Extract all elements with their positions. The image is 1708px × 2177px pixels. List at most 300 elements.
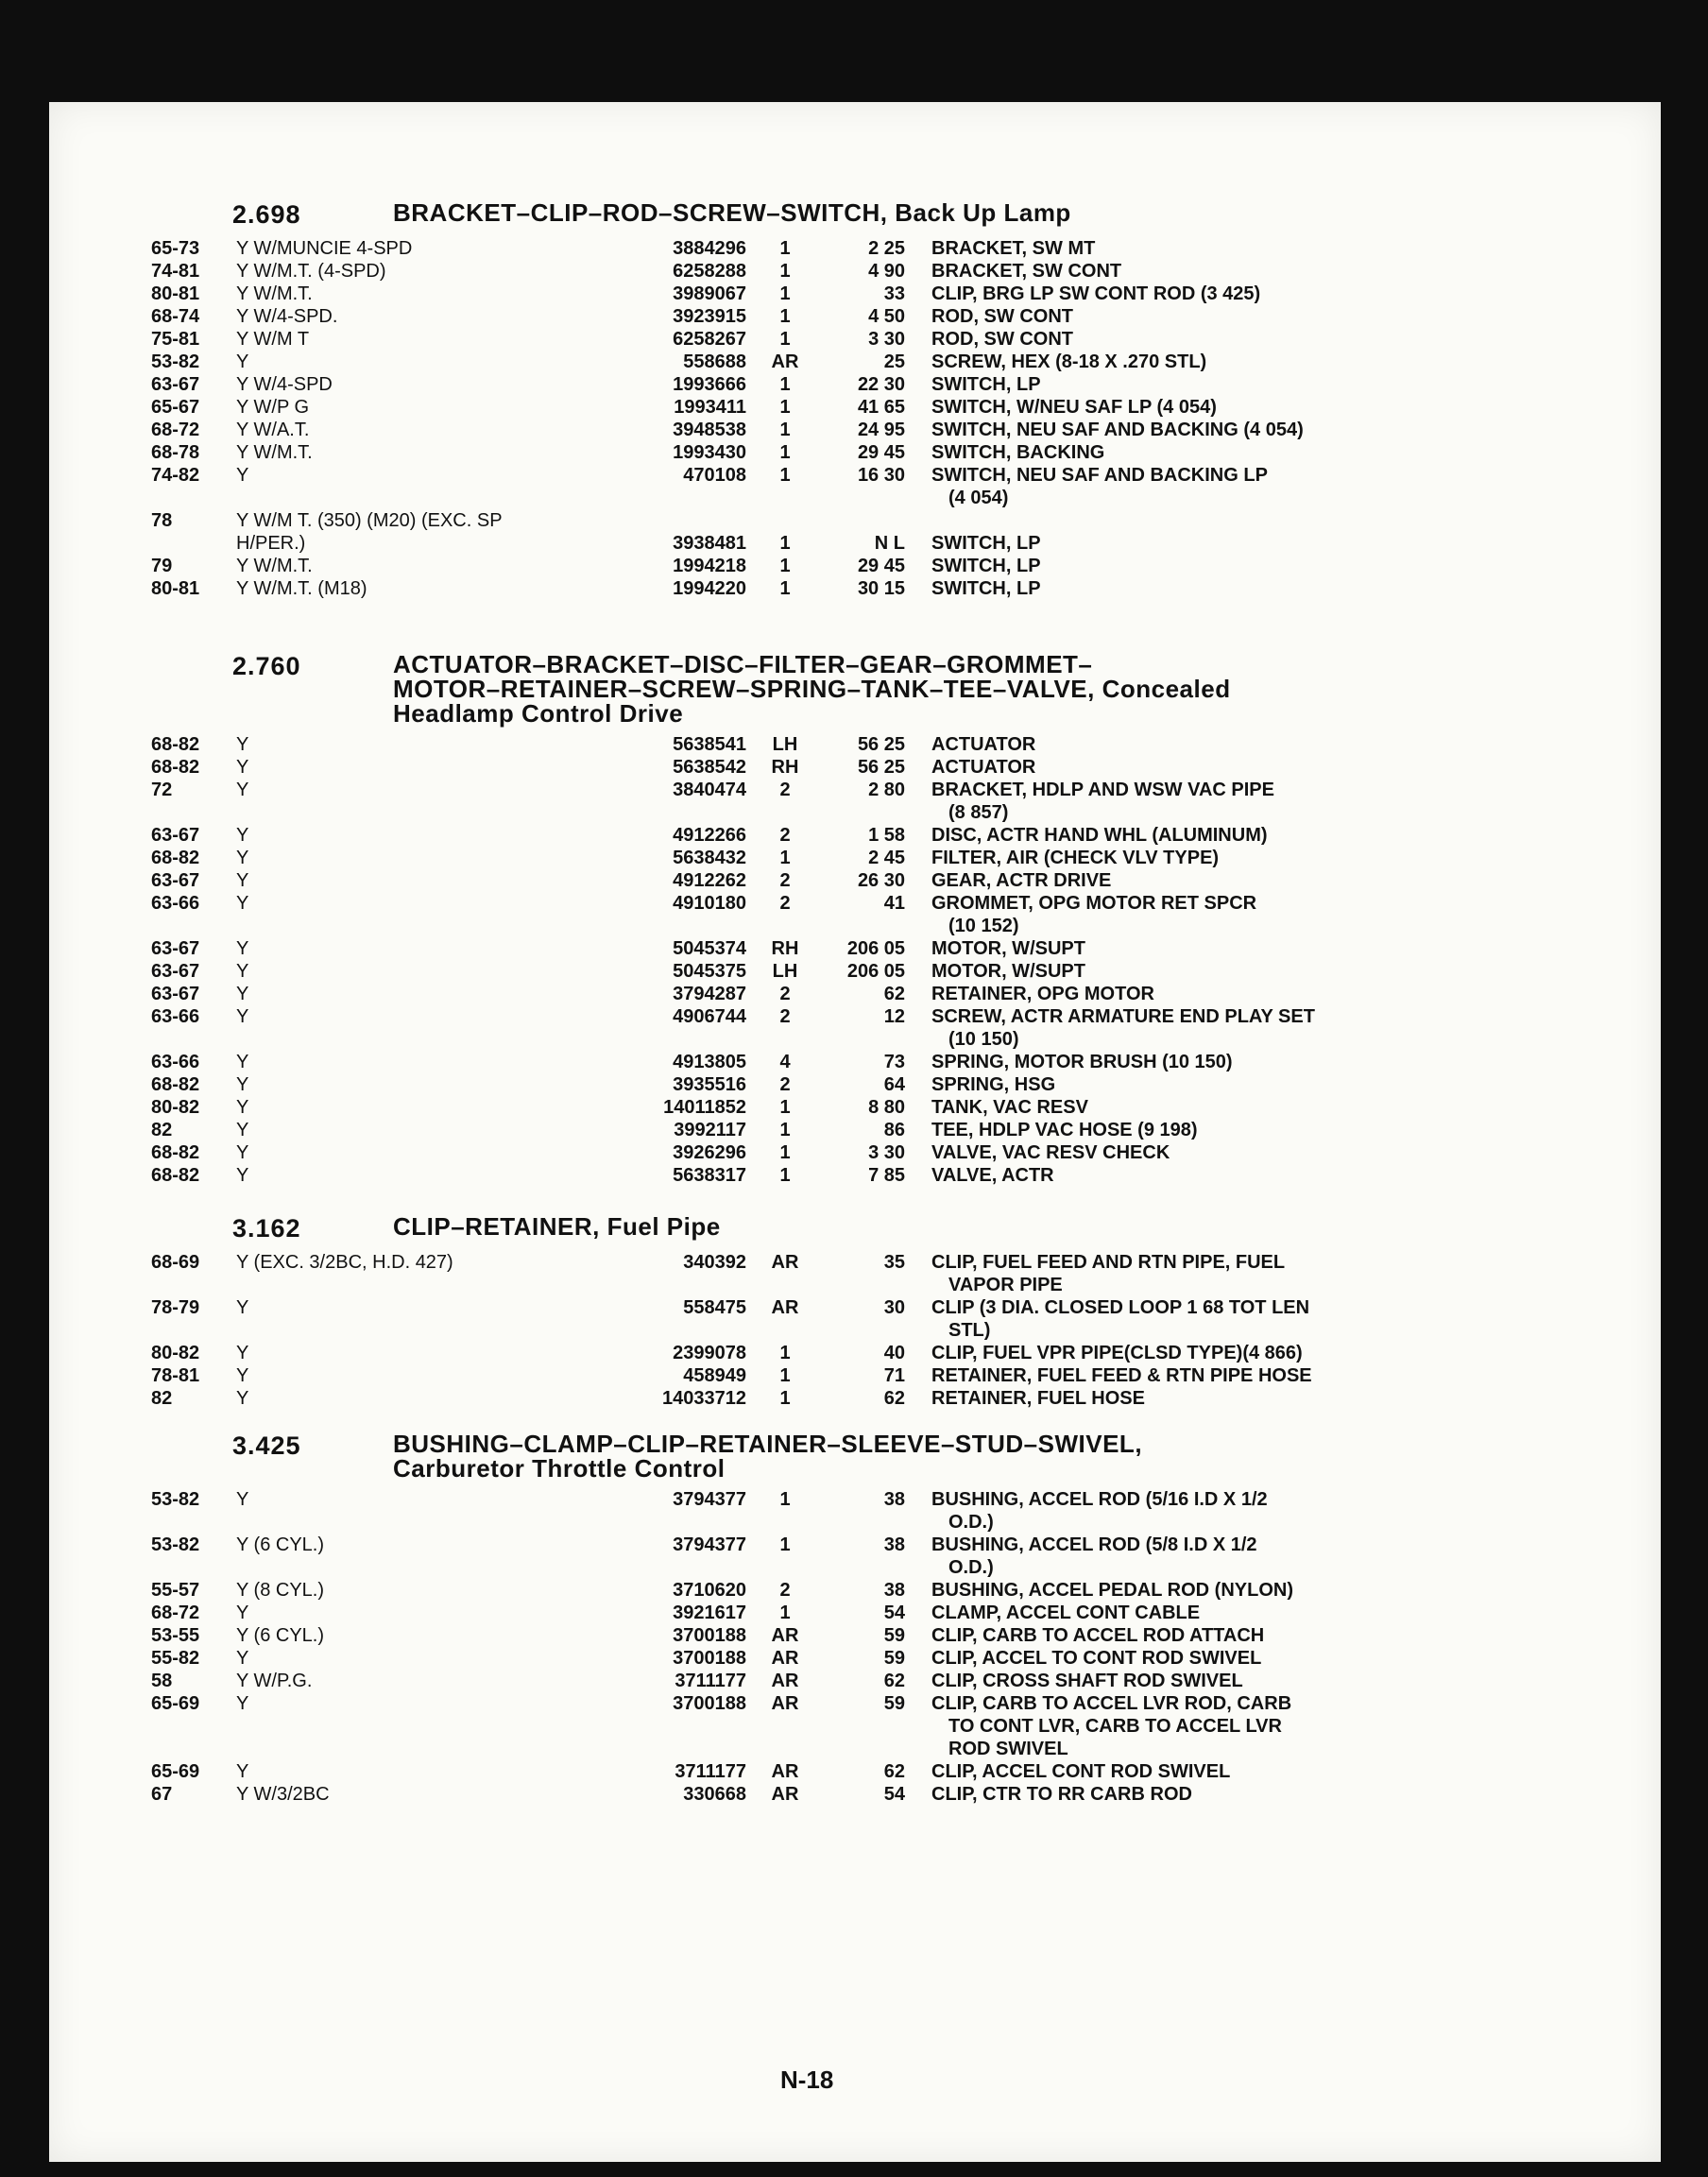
description-line: MOTOR, W/SUPT bbox=[931, 961, 1085, 982]
part-quantity: LH bbox=[772, 961, 798, 982]
description-line: TANK, VAC RESV bbox=[931, 1097, 1088, 1118]
part-years: 68-72 bbox=[151, 420, 200, 440]
part-years: 68-82 bbox=[151, 848, 200, 868]
part-application: Y bbox=[236, 351, 249, 372]
part-number: 3935516 bbox=[673, 1074, 746, 1095]
part-years: 53-82 bbox=[151, 351, 200, 372]
part-number: 3710620 bbox=[673, 1580, 746, 1601]
section-title bbox=[393, 1214, 721, 1239]
part-application: Y W/M.T. (4-SPD) bbox=[236, 261, 386, 282]
part-application: Y W/M.T. bbox=[236, 283, 313, 304]
description-line: CLIP, CROSS SHAFT ROD SWIVEL bbox=[931, 1671, 1243, 1691]
part-quantity: 1 bbox=[779, 1534, 791, 1555]
part-application: Y bbox=[236, 1489, 249, 1510]
part-years: 80-81 bbox=[151, 578, 200, 599]
section-heading bbox=[232, 652, 1379, 726]
part-row bbox=[151, 756, 1379, 779]
part-row bbox=[151, 983, 1379, 1005]
description-line: BRACKET, SW CONT bbox=[931, 261, 1122, 282]
part-application: Y bbox=[236, 984, 249, 1004]
part-number: 3700188 bbox=[673, 1693, 746, 1714]
description-line: VALVE, ACTR bbox=[931, 1165, 1054, 1186]
part-price: 22 30 bbox=[857, 374, 905, 395]
part-application: Y (EXC. 3/2BC, H.D. 427) bbox=[236, 1252, 453, 1273]
section-title-line: CLIP–RETAINER, Fuel Pipe bbox=[393, 1212, 721, 1241]
part-application: Y bbox=[236, 1388, 249, 1409]
part-description bbox=[916, 441, 1408, 464]
part-description bbox=[916, 237, 1408, 260]
part-price: 2 80 bbox=[868, 780, 905, 800]
part-description bbox=[916, 869, 1408, 892]
part-number: 3794287 bbox=[673, 984, 746, 1004]
part-years: 78-81 bbox=[151, 1365, 200, 1386]
part-description bbox=[916, 419, 1408, 441]
part-application: Y W/4-SPD bbox=[236, 374, 333, 395]
part-row bbox=[151, 260, 1379, 283]
part-number: 1993666 bbox=[673, 374, 746, 395]
description-line: SWITCH, NEU SAF AND BACKING LP bbox=[931, 465, 1268, 486]
description-line: RETAINER, FUEL HOSE bbox=[931, 1388, 1145, 1409]
part-description bbox=[916, 509, 1408, 532]
part-row bbox=[151, 1624, 1379, 1647]
part-price: 24 95 bbox=[857, 420, 905, 440]
part-price: 3 30 bbox=[868, 329, 905, 350]
parts-list bbox=[151, 1251, 1379, 1410]
part-application: Y W/4-SPD. bbox=[236, 306, 338, 327]
part-price: 29 45 bbox=[857, 442, 905, 463]
part-quantity: 1 bbox=[779, 578, 791, 599]
part-years: 74-82 bbox=[151, 465, 200, 486]
part-number: 2399078 bbox=[673, 1343, 746, 1363]
part-description bbox=[916, 1387, 1408, 1410]
part-row bbox=[151, 441, 1379, 464]
part-quantity: 1 bbox=[779, 465, 791, 486]
parts-list bbox=[151, 1488, 1379, 1806]
description-line: SWITCH, LP bbox=[931, 578, 1041, 599]
description-line: CLIP, FUEL FEED AND RTN PIPE, FUEL bbox=[931, 1252, 1286, 1273]
part-number: 6258267 bbox=[673, 329, 746, 350]
part-quantity: AR bbox=[771, 1297, 799, 1318]
part-description bbox=[916, 305, 1408, 328]
part-years: 63-67 bbox=[151, 938, 200, 959]
part-number: 3921617 bbox=[673, 1603, 746, 1623]
part-quantity: 1 bbox=[779, 1120, 791, 1140]
part-years: 63-66 bbox=[151, 1006, 200, 1027]
part-description bbox=[916, 937, 1408, 960]
part-application: Y bbox=[236, 1165, 249, 1186]
part-quantity: 1 bbox=[779, 1365, 791, 1386]
part-price: 12 bbox=[883, 1006, 905, 1027]
description-line: MOTOR, W/SUPT bbox=[931, 938, 1085, 959]
part-application: Y bbox=[236, 870, 249, 891]
part-number: 1993411 bbox=[674, 397, 746, 418]
description-line: SPRING, HSG bbox=[931, 1074, 1056, 1095]
part-description bbox=[916, 1051, 1408, 1073]
part-price: 71 bbox=[883, 1365, 905, 1386]
part-quantity: AR bbox=[771, 1693, 799, 1714]
part-row bbox=[151, 1602, 1379, 1624]
description-line: BUSHING, ACCEL ROD (5/8 I.D X 1/2 bbox=[931, 1534, 1257, 1555]
part-years: 53-82 bbox=[151, 1534, 200, 1555]
part-quantity: 1 bbox=[779, 1142, 791, 1163]
part-description bbox=[916, 351, 1408, 373]
part-price: 59 bbox=[883, 1625, 905, 1646]
part-description bbox=[916, 1296, 1408, 1342]
part-application: Y bbox=[236, 1297, 249, 1318]
part-number: 1993430 bbox=[673, 442, 746, 463]
part-description bbox=[916, 1647, 1408, 1670]
part-number: 3711177 bbox=[675, 1671, 746, 1691]
description-line: SWITCH, LP bbox=[931, 556, 1041, 576]
description-line: SCREW, ACTR ARMATURE END PLAY SET bbox=[931, 1006, 1315, 1027]
description-line: STL) bbox=[948, 1320, 991, 1341]
part-row bbox=[151, 1296, 1379, 1342]
part-application: Y bbox=[236, 757, 249, 778]
description-line: FILTER, AIR (CHECK VLV TYPE) bbox=[931, 848, 1220, 868]
part-price: 41 bbox=[883, 893, 905, 914]
description-line: ROD, SW CONT bbox=[931, 329, 1073, 350]
part-quantity: LH bbox=[772, 734, 798, 755]
part-application: Y bbox=[236, 1648, 249, 1669]
part-quantity: AR bbox=[771, 1671, 799, 1691]
part-price: 1 58 bbox=[868, 825, 905, 846]
part-application: Y W/M.T. bbox=[236, 556, 313, 576]
description-line: CLIP, ACCEL TO CONT ROD SWIVEL bbox=[931, 1648, 1262, 1669]
description-line: ROD SWIVEL bbox=[948, 1739, 1068, 1759]
part-number: 4913805 bbox=[673, 1052, 746, 1072]
part-row bbox=[151, 1647, 1379, 1670]
part-application: Y bbox=[236, 961, 249, 982]
part-quantity: 1 bbox=[779, 306, 791, 327]
part-application: Y bbox=[236, 1097, 249, 1118]
description-line: CLIP (3 DIA. CLOSED LOOP 1 68 TOT LEN bbox=[931, 1297, 1310, 1318]
parts-list bbox=[151, 733, 1379, 1187]
part-years: 65-69 bbox=[151, 1761, 200, 1782]
part-row bbox=[151, 1342, 1379, 1364]
part-number: 6258288 bbox=[673, 261, 746, 282]
part-row bbox=[151, 1051, 1379, 1073]
part-description bbox=[916, 260, 1408, 283]
part-years: 63-67 bbox=[151, 984, 200, 1004]
part-number: 3884296 bbox=[673, 238, 746, 259]
part-number: 4912266 bbox=[673, 825, 746, 846]
part-description bbox=[916, 1692, 1408, 1760]
part-description bbox=[916, 779, 1408, 824]
part-quantity: AR bbox=[771, 1761, 799, 1782]
part-price: 206 05 bbox=[846, 961, 905, 982]
part-row bbox=[151, 555, 1379, 577]
part-row bbox=[151, 577, 1379, 600]
part-description bbox=[916, 1579, 1408, 1602]
part-years: 65-69 bbox=[151, 1693, 200, 1714]
part-price: 4 90 bbox=[868, 261, 905, 282]
part-years: 82 bbox=[151, 1120, 173, 1140]
part-years: 67 bbox=[151, 1784, 173, 1805]
part-description bbox=[916, 1670, 1408, 1692]
parts-list bbox=[151, 237, 1379, 600]
part-price: 64 bbox=[883, 1074, 905, 1095]
part-application: Y W/MUNCIE 4-SPD bbox=[236, 238, 413, 259]
part-number: 340392 bbox=[683, 1252, 746, 1273]
part-row bbox=[151, 1534, 1379, 1579]
description-line: (10 152) bbox=[948, 916, 1019, 936]
description-line: O.D.) bbox=[948, 1557, 994, 1578]
part-row bbox=[151, 373, 1379, 396]
part-row bbox=[151, 1579, 1379, 1602]
part-application: Y W/M.T. (M18) bbox=[236, 578, 367, 599]
part-years: 63-66 bbox=[151, 893, 200, 914]
description-line: VAPOR PIPE bbox=[948, 1275, 1063, 1295]
part-years: 79 bbox=[151, 556, 173, 576]
part-number bbox=[614, 509, 746, 532]
part-number: 5638432 bbox=[673, 848, 746, 868]
catalog-section bbox=[151, 1214, 1379, 1410]
part-years: 72 bbox=[151, 780, 173, 800]
part-application: Y bbox=[236, 848, 249, 868]
part-number: 3794377 bbox=[673, 1534, 746, 1555]
part-application: Y W/P G bbox=[236, 397, 310, 418]
section-number: 3.162 bbox=[232, 1214, 301, 1243]
part-quantity: 2 bbox=[779, 825, 791, 846]
part-number: 3700188 bbox=[673, 1625, 746, 1646]
section-title bbox=[393, 200, 1071, 225]
part-description bbox=[916, 1342, 1408, 1364]
description-line: CLIP, CARB TO ACCEL ROD ATTACH bbox=[931, 1625, 1265, 1646]
part-application: Y W/A.T. bbox=[236, 420, 310, 440]
description-line: TO CONT LVR, CARB TO ACCEL LVR bbox=[948, 1716, 1282, 1737]
section-title-line: Carburetor Throttle Control bbox=[393, 1454, 726, 1483]
part-years: 75-81 bbox=[151, 329, 200, 350]
section-title bbox=[393, 652, 1231, 726]
part-quantity: 1 bbox=[779, 261, 791, 282]
part-years: 63-67 bbox=[151, 870, 200, 891]
section-title-line: BRACKET–CLIP–ROD–SCREW–SWITCH, Back Up Lamp bbox=[393, 198, 1071, 227]
part-description bbox=[916, 983, 1408, 1005]
part-years: 68-82 bbox=[151, 1165, 200, 1186]
part-number: 330668 bbox=[683, 1784, 746, 1805]
description-line: O.D.) bbox=[948, 1512, 994, 1533]
section-title-line: Headlamp Control Drive bbox=[393, 699, 684, 728]
part-number: 5638541 bbox=[673, 734, 746, 755]
part-years bbox=[151, 532, 236, 555]
page-number: N-18 bbox=[780, 2066, 834, 2094]
section-heading bbox=[232, 200, 1379, 230]
part-quantity: 1 bbox=[779, 283, 791, 304]
part-application: Y W/M T. (350) (M20) (EXC. SP bbox=[236, 510, 503, 531]
part-description bbox=[916, 1141, 1408, 1164]
part-years: 63-67 bbox=[151, 374, 200, 395]
part-price: 62 bbox=[883, 1671, 905, 1691]
part-price: 56 25 bbox=[857, 757, 905, 778]
part-price: 62 bbox=[883, 1761, 905, 1782]
catalog-section bbox=[151, 652, 1379, 1187]
part-quantity: 2 bbox=[779, 1006, 791, 1027]
part-quantity: AR bbox=[771, 1625, 799, 1646]
part-number: 3711177 bbox=[675, 1761, 746, 1782]
part-description bbox=[916, 1096, 1408, 1119]
part-application: Y bbox=[236, 1761, 249, 1782]
part-number: 3923915 bbox=[673, 306, 746, 327]
description-line: GEAR, ACTR DRIVE bbox=[931, 870, 1112, 891]
part-row bbox=[151, 419, 1379, 441]
part-number: 558688 bbox=[683, 351, 746, 372]
part-row bbox=[151, 869, 1379, 892]
part-description bbox=[916, 1624, 1408, 1647]
part-quantity: 1 bbox=[779, 442, 791, 463]
part-application: Y bbox=[236, 938, 249, 959]
part-price: 29 45 bbox=[857, 556, 905, 576]
part-quantity: 1 bbox=[779, 1388, 791, 1409]
part-years: 80-82 bbox=[151, 1343, 200, 1363]
part-price: 25 bbox=[883, 351, 905, 372]
part-number: 3938481 bbox=[673, 533, 746, 554]
part-years: 68-82 bbox=[151, 757, 200, 778]
part-price: 54 bbox=[883, 1603, 905, 1623]
part-description bbox=[916, 283, 1408, 305]
part-row bbox=[151, 328, 1379, 351]
part-number: 470108 bbox=[683, 465, 746, 486]
part-quantity: 1 bbox=[779, 420, 791, 440]
part-row bbox=[151, 532, 1379, 555]
part-years: 55-57 bbox=[151, 1580, 200, 1601]
part-years: 68-82 bbox=[151, 734, 200, 755]
part-row bbox=[151, 1692, 1379, 1760]
description-line: SWITCH, W/NEU SAF LP (4 054) bbox=[931, 397, 1217, 418]
part-description bbox=[916, 733, 1408, 756]
part-application: Y bbox=[236, 1006, 249, 1027]
description-line: RETAINER, FUEL FEED & RTN PIPE HOSE bbox=[931, 1365, 1312, 1386]
part-application: Y bbox=[236, 1343, 249, 1363]
part-row bbox=[151, 351, 1379, 373]
part-number: 3948538 bbox=[673, 420, 746, 440]
part-application: Y bbox=[236, 1142, 249, 1163]
part-price: 30 15 bbox=[857, 578, 905, 599]
part-row bbox=[151, 847, 1379, 869]
part-application: Y bbox=[236, 893, 249, 914]
description-line: (10 150) bbox=[948, 1029, 1019, 1050]
part-number: 3926296 bbox=[673, 1142, 746, 1163]
part-application: Y bbox=[236, 1120, 249, 1140]
part-years: 78 bbox=[151, 510, 173, 531]
part-years: 53-82 bbox=[151, 1489, 200, 1510]
description-line: GROMMET, OPG MOTOR RET SPCR bbox=[931, 893, 1257, 914]
part-number: 5638317 bbox=[673, 1165, 746, 1186]
section-title-line: BUSHING–CLAMP–CLIP–RETAINER–SLEEVE–STUD–SWIVEL, bbox=[393, 1430, 1143, 1458]
part-application: Y bbox=[236, 734, 249, 755]
part-years: 74-81 bbox=[151, 261, 200, 282]
part-number: 14033712 bbox=[662, 1388, 746, 1409]
description-line: VALVE, VAC RESV CHECK bbox=[931, 1142, 1170, 1163]
description-line: SCREW, HEX (8-18 X .270 STL) bbox=[931, 351, 1207, 372]
part-price: 54 bbox=[883, 1784, 905, 1805]
part-application: H/PER.) bbox=[236, 533, 306, 554]
part-description bbox=[916, 1164, 1408, 1187]
section-heading bbox=[232, 1431, 1379, 1481]
part-description bbox=[916, 1364, 1408, 1387]
part-number: 1994220 bbox=[673, 578, 746, 599]
part-row bbox=[151, 509, 1379, 532]
part-years: 78-79 bbox=[151, 1297, 200, 1318]
part-description bbox=[916, 1005, 1408, 1051]
part-years: 68-72 bbox=[151, 1603, 200, 1623]
section-number: 3.425 bbox=[232, 1431, 301, 1460]
part-row bbox=[151, 960, 1379, 983]
part-quantity: 4 bbox=[779, 1052, 791, 1072]
description-line: CLIP, CARB TO ACCEL LVR ROD, CARB bbox=[931, 1693, 1292, 1714]
part-price: 7 85 bbox=[868, 1165, 905, 1186]
part-price: 8 80 bbox=[868, 1097, 905, 1118]
part-row bbox=[151, 396, 1379, 419]
part-row bbox=[151, 1783, 1379, 1806]
part-quantity: 2 bbox=[779, 984, 791, 1004]
description-line: BUSHING, ACCEL PEDAL ROD (NYLON) bbox=[931, 1580, 1293, 1601]
part-quantity: 1 bbox=[779, 1603, 791, 1623]
part-quantity: 2 bbox=[779, 870, 791, 891]
description-line: CLAMP, ACCEL CONT CABLE bbox=[931, 1603, 1201, 1623]
part-number: 4910180 bbox=[673, 893, 746, 914]
part-number: 458949 bbox=[683, 1365, 746, 1386]
part-price: 26 30 bbox=[857, 870, 905, 891]
part-description bbox=[916, 892, 1408, 937]
part-number: 1994218 bbox=[673, 556, 746, 576]
part-price: 35 bbox=[883, 1252, 905, 1273]
part-price bbox=[824, 509, 916, 532]
part-row bbox=[151, 1164, 1379, 1187]
part-row bbox=[151, 1760, 1379, 1783]
part-number: 4912262 bbox=[673, 870, 746, 891]
part-quantity: 1 bbox=[779, 533, 791, 554]
part-row bbox=[151, 892, 1379, 937]
part-application: Y (6 CYL.) bbox=[236, 1534, 324, 1555]
part-description bbox=[916, 464, 1408, 509]
description-line: SWITCH, LP bbox=[931, 533, 1041, 554]
part-number: 14011852 bbox=[663, 1097, 746, 1118]
description-line: ACTUATOR bbox=[931, 734, 1036, 755]
part-description bbox=[916, 1760, 1408, 1783]
part-row bbox=[151, 237, 1379, 260]
part-application: Y bbox=[236, 1603, 249, 1623]
part-quantity: 2 bbox=[779, 780, 791, 800]
part-quantity: 1 bbox=[779, 556, 791, 576]
part-price: 3 30 bbox=[868, 1142, 905, 1163]
part-application: Y (8 CYL.) bbox=[236, 1580, 324, 1601]
part-quantity: 1 bbox=[779, 397, 791, 418]
part-row bbox=[151, 779, 1379, 824]
part-quantity: 1 bbox=[779, 1165, 791, 1186]
part-quantity: 1 bbox=[779, 238, 791, 259]
part-price: 2 25 bbox=[868, 238, 905, 259]
description-line: BRACKET, SW MT bbox=[931, 238, 1096, 259]
part-row bbox=[151, 464, 1379, 509]
part-row bbox=[151, 937, 1379, 960]
part-application: Y W/3/2BC bbox=[236, 1784, 330, 1805]
part-quantity: AR bbox=[771, 1784, 799, 1805]
part-row bbox=[151, 1073, 1379, 1096]
part-description bbox=[916, 532, 1408, 555]
part-number: 3700188 bbox=[673, 1648, 746, 1669]
part-application: Y bbox=[236, 465, 249, 486]
section-title bbox=[393, 1431, 1142, 1481]
part-number: 3840474 bbox=[673, 780, 746, 800]
part-quantity: 1 bbox=[779, 1489, 791, 1510]
part-number: 5045374 bbox=[673, 938, 746, 959]
part-quantity: 1 bbox=[779, 1343, 791, 1363]
part-description bbox=[916, 1073, 1408, 1096]
part-years: 68-69 bbox=[151, 1252, 200, 1273]
part-description bbox=[916, 1534, 1408, 1579]
description-line: ROD, SW CONT bbox=[931, 306, 1073, 327]
part-price: 73 bbox=[883, 1052, 905, 1072]
